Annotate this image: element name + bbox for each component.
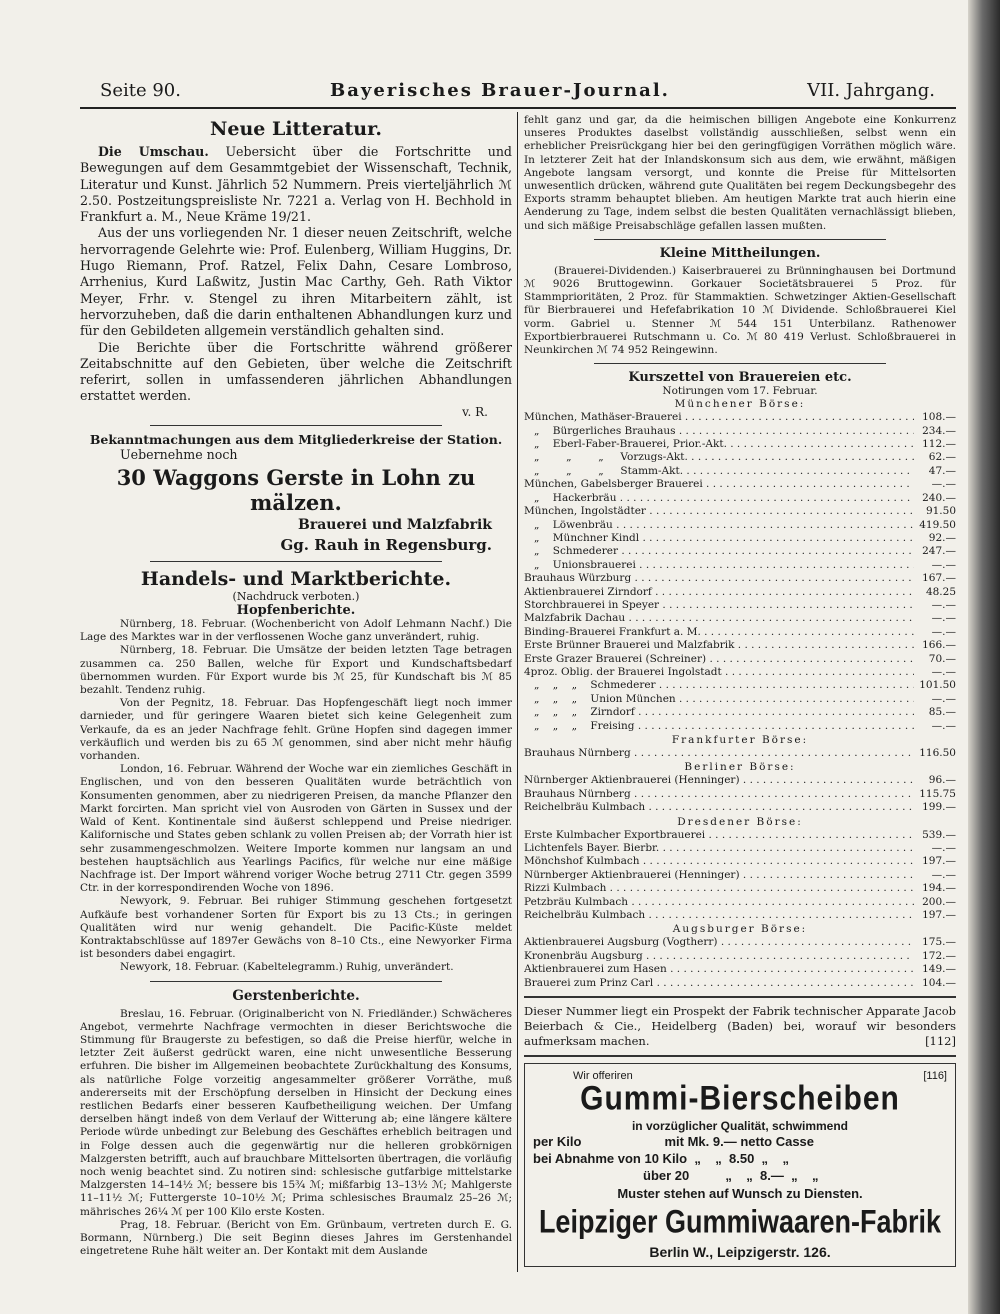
price-row [524,666,956,679]
price-value: 92.— [928,531,956,544]
price-value: —.— [931,868,956,881]
hopfen-report-4: London, 16. Februar. Während der Woche war ein ziemliches Geschäft in Englischen, und von den besseren Qualitäten wurde beträchtlich von Konsumenten genommen, aber zu niedrigeren Preisen, da manche Pflanzer den Markt forcirten. Man spricht viel von Ausroden von Gärten in Sussex und der Wald of Kent. Kontinentale sind äußerst schleppend und Preise niedriger. Kalifornische und States geben schlank zu vollen Preisen ab; der Vorrath hier ist sehr zusammengeschmolzen. Weitere Importe kommen nur langsam an und bestehen hauptsächlich aus Yearlings Pacifics, für welche nur eine mäßige Nachfrage ist. Der Import während voriger Woche betrug 2711 Ctr. gegen 3599 Ctr. in der korrespondirenden Woche von 1896. [80,763,512,895]
price-row [524,626,956,639]
column-divider [517,112,518,1272]
price-value: 101.50 [919,679,956,692]
page-number: Seite 90. [100,80,181,101]
brewery-name: „ Bürgerliches Brauhaus . . . [524,425,914,438]
price-row [524,950,956,963]
divider [150,981,442,982]
price-row [524,478,956,491]
price-row [524,936,956,949]
ad-price-2: bei Abnahme von 10 Kilo „ „ 8.50 „ „ [533,1151,789,1167]
divider [594,239,886,240]
gersten-report-1: Breslau, 16. Februar. (Originalbericht von N. Friedländer.) Schwächeres Angebot, vermehrte Nachfrage vermochten in dieser Berichtswoche die Stimmung für Braugerste zu befestigen, so daß die Preise hierfür, welche in letzter Zeit äußerst gedrückt waren, eine nicht unwesentliche Besserung erfuhren. Die bisher im Allgemeinen beobachtete Zurückhaltung des Konsums, als natürliche Folge vorzeitig angesammelter größerer Vorräthe, muß andererseits mit der Erschöpfung derselben in Hinsicht der Deckung eines restlichen Bedarfs einer besseren Kaufbetheiligung weichen. Der Umfang derselben hängt indeß von dem Verlauf der Witterung ab; eine längere kältere Periode würde unbedingt zur Belebung des Geschäftes erheblich beitragen und in Folge dessen auch die gegenwärtig nur die helleren grobkörnigen Malzgersten betrifft, auch auf brauchbare Mittelsorten übertragen, die vorläufig noch wenig beachtet sind. Zu notiren sind: schlesische gutfarbige mittelstarke Malzgersten 14–14½ ℳ; bessere bis 15¾ ℳ; mißfarbig 13–13½ ℳ; Mahlgerste 11–11½ ℳ; Futtergerste 10–10½ ℳ; Prima schlesisches Braumalz 25–26 ℳ; mährisches 26¼ ℳ per 100 Kilo erste Kosten. [80,1007,512,1218]
ad-firm: Leipziger Gummiwaaren-Fabrik [538,1203,942,1240]
section-title-kurszettel: Kurszettel von Brauereien etc. [628,370,852,386]
brewery-name: 4proz. Oblig. der Brauerei Ingolstadt . . . [524,666,914,679]
price-value: —.— [931,719,956,732]
price-row [524,747,956,760]
dividends-report: (Brauerei-Dividenden.) Kaiserbrauerei zu Brünninghausen bei Dortmund ℳ 9026 Bruttogewinn. Gorkauer Societätsbrauerei 5 Proz. für Stammprioritäten, 2 Proz. für Stammaktien. Schwetzinger Aktien-Gesellschaft für Bierbrauerei und Hefefabrikation 10 ℳ Dividende. Schloßbrauerei Kiel vorm. Gabriel u. Stenner ℳ 544 151 Unterbilanz. Rathenower Exportbierbrauerei Rutschmann u. Co. ℳ 80 419 Verlust. Schloßbrauerei in Neunkirchen ℳ 74 952 Reingewinn. [524,264,956,357]
price-value: 116.50 [919,747,956,759]
price-row [524,909,956,922]
prospekt-number: [112] [925,1034,956,1049]
prospekt-text: Dieser Nummer liegt ein Prospekt der Fabrik technischer Apparate Jacob Beierbach & Cie., Heidelberg (Baden) bei, worauf wir besonders aufmerksam machen. [524,1004,956,1049]
price-value: 108.— [922,411,956,424]
price-row [524,706,956,719]
price-row [524,774,956,787]
brewery-name: Petzbräu Kulmbach . . . [524,896,914,909]
price-value: 175.— [922,936,956,949]
price-value: —.— [931,558,956,571]
brewery-name: Brauhaus Nürnberg . . . [524,747,914,760]
gummi-advertisement [524,1063,956,1267]
article-umschau [80,144,512,225]
brewery-name: Malzfabrik Dachau . . . [524,612,914,625]
brewery-name: „ Hackerbräu . . . [524,492,914,505]
price-value: —.— [931,625,956,638]
brewery-name: Nürnberger Aktienbrauerei (Henninger) . . . [524,774,914,787]
price-row [524,519,956,532]
price-value: 200.— [922,895,956,908]
price-value: 149.— [922,963,956,976]
brewery-name: Aktienbrauerei Augsburg (Vogtherr) . . . [524,936,914,949]
price-value: 91.50 [925,505,956,518]
umschau-lead: Die Umschau. [98,144,209,159]
brewery-name: Reichelbräu Kulmbach . . . [524,909,914,922]
subsection-hopfen: Hopfenberichte. [236,603,356,619]
brewery-name: Erste Brünner Brauerei und Malzfabrik . . . [524,639,914,652]
price-value: —.— [931,842,956,855]
price-value: 197.— [922,855,956,868]
price-value: 419.50 [919,518,956,531]
price-value: 115.75 [919,787,956,800]
section-title-handel: Handels- und Marktberichte. [140,568,452,591]
hopfen-report-1: Nürnberg, 18. Februar. (Wochenbericht von Adolf Lehmann Nachf.) Die Lage des Marktes war in der verflossenen Woche ganz unverändert, ruhig. [80,618,512,644]
brewery-name: Lichtenfels Bayer. Bierbr. . . . [524,842,914,855]
brewery-name: München, Ingolstädter . . . [524,505,914,518]
price-row [524,438,956,451]
divider [150,561,442,562]
price-row [524,842,956,855]
ad-price-1: per Kilo mit Mk. 9.— netto Casse [533,1134,815,1150]
brewery-name: Erste Grazer Brauerei (Schreiner) . . . [524,653,914,666]
brewery-name: Nürnberger Aktienbrauerei (Henninger) . . . [524,869,914,882]
price-value: 166.— [922,639,956,652]
exchange-frankfurt: Frankfurter Börse: [671,734,809,746]
brewery-name: Storchbrauerei in Speyer . . . [524,599,914,612]
gersten-report-2: Prag, 18. Februar. (Bericht von Em. Grünbaum, vertreten durch E. G. Bormann, Nürnberg.) Die seit Beginn dieses Jahres im Gerstenhandel eingetretene Ruhe hält weiter an. Der Kontakt mit dem Auslande [80,1218,512,1258]
hopfen-report-5: Newyork, 9. Februar. Bei ruhiger Stimmung geschehen fortgesetzt Aufkäufe best vorhandener Sorten für Export bis zu 13 Cts.; in geringen Qualitäten wird nur wenig gehandelt. Die Pacific-Küste meldet Kontraktabschlüsse auf 1897er Gewächs von 8–10 Cts., eine Newyorker Firma ist besonders dabei engagirt. [80,895,512,961]
ad-brauerei-line1: Brauerei und Malzfabrik [298,517,492,534]
ad-waggons: 30 Waggons Gerste in Lohn zu mälzen. [116,465,476,516]
price-row [524,963,956,976]
divider [150,425,442,426]
ad-offer: Wir offeriren [573,1070,633,1083]
page-header [100,80,935,104]
price-row [524,801,956,814]
notirungen-date: Notirungen vom 17. Februar. [662,385,818,398]
umschau-p2: Aus der uns vorliegenden Nr. 1 dieser neuen Zeitschrift, welche hervorragende Gelehrte wie: Prof. Eulenberg, William Huggins, Dr. Hugo Riemann, Prof. Ratzel, Felix Dahn, Cesare Lombroso, Arrhenius, Kurd Laßwitz, Justin Mac Carthy, Geh. Rath Viktor Meyer, Frhr. v. Stengel zu ihren Mitarbeitern zählt, ist hervorzuheben, daß die darin enthaltenen Abhandlungen kurz und für den Gebildeten allgemein verständlich gehalten sind. [80,225,512,339]
price-row [524,788,956,801]
nachdruck-note: (Nachdruck verboten.) [232,590,360,604]
ad-price-3: über 20 „ „ 8.— „ „ [643,1168,819,1184]
price-value: 85.— [928,706,956,719]
price-value: —.— [931,665,956,678]
hopfen-report-6: Newyork, 18. Februar. (Kabeltelegramm.) Ruhig, unverändert. [120,961,454,974]
price-row [524,492,956,505]
price-rows-muenchen [524,411,956,733]
price-row [524,829,956,842]
brewery-name: „ Schmederer . . . [524,545,914,558]
price-rows-berlin [524,774,956,814]
brewery-name: Mönchshof Kulmbach . . . [524,855,914,868]
section-title-bekanntmachungen: Bekanntmachungen aus dem Mitgliederkreise der Station. [89,431,503,447]
price-value: —.— [931,692,956,705]
brewery-name: München, Mathäser-Brauerei . . . [524,411,914,424]
price-value: 47.— [928,464,956,477]
hopfen-report-2: Nürnberg, 18. Februar. Die Umsätze der beiden letzten Tage betragen zusammen ca. 250 Ballen, welche für Export und Kundschaftsbedarf übernommen wurden. Für Export wurde bis ℳ 25, für Kundschaft bis ℳ 85 bezahlt. Tendenz ruhig. [80,644,512,697]
divider [524,996,956,998]
price-row [524,855,956,868]
section-title-kleine: Kleine Mittheilungen. [659,245,821,261]
brewery-name: „ „ „ Union München . . . [524,693,914,706]
brewery-name: Brauhaus Würzburg . . . [524,572,914,585]
journal-title: Bayerisches Brauer-Journal. [330,80,670,101]
price-row [524,586,956,599]
exchange-augsburg: Augsburger Börse: [672,923,808,936]
brewery-name: „ „ „ Freising . . . [524,720,914,733]
price-row [524,532,956,545]
price-value: 104.— [922,976,956,989]
page-binding-edge [968,0,1000,1314]
price-row [524,451,956,464]
brewery-name: München, Gabelsberger Brauerei . . . [524,478,914,491]
price-value: 197.— [922,909,956,922]
price-rows-dresden [524,829,956,923]
price-row [524,411,956,424]
divider [524,1055,956,1057]
brewery-name: „ Münchner Kindl . . . [524,532,914,545]
section-title-neue-litteratur: Neue Litteratur. [210,118,382,140]
brewery-name: „ „ „ Vorzugs-Akt. . . . [524,451,914,464]
brewery-name: Brauerei zum Prinz Carl . . . [524,977,914,990]
brewery-name: „ Löwenbräu . . . [524,519,914,532]
price-row [524,465,956,478]
brewery-name: „ „ „ Schmederer . . . [524,679,914,692]
price-row [524,425,956,438]
brewery-name: „ Unionsbrauerei . . . [524,559,914,572]
gersten-report-continued: fehlt ganz und gar, da die heimischen billigen Angebote eine Konkurrenz unseres Produktes daselbst vollständig ausschließen, selbst wenn ein erheblicher Preisrückgang hier bei den geringfügigen Vorräthen möglich wäre. In letzterer Zeit hat der Inlandskonsum sich aus dem, wie erwähnt, mäßigen Angebote langsam versorgt, und konnte die Preise für Mittelsorten unwesentlich drücken, während gute Qualitäten bei regem Deckungsbegehr des Exports stramm behauptet blieben. Am heutigen Markte trat auch hierin eine Aenderung zu Tage, indem selbst die besten Qualitäten vernachlässigt blieben, und sich mäßige Preisabschläge gefallen lassen mußten. [524,114,956,232]
brewery-name: „ „ „ Stamm-Akt. . . . [524,465,914,478]
umschau-p3: Die Berichte über die Fortschritte während größerer Zeitabschnitte auf den Gebieten, über welche die Zeitschrift referirt, sollen in umfassenderen jährlichen Abhandlungen erstattet werden. [80,339,512,404]
exchange-dresden: Dresdener Börse: [677,815,803,828]
price-value: —.— [931,598,956,611]
price-value: 199.— [922,801,956,814]
brewery-name: Aktienbrauerei zum Hasen . . . [524,963,914,976]
ad-brauerei-line2: Gg. Rauh in Regensburg. [280,536,492,555]
price-value: 70.— [928,652,956,665]
brewery-name: Aktienbrauerei Zirndorf . . . [524,586,914,599]
price-row [524,653,956,666]
price-value: —.— [931,612,956,625]
price-rows-augsburg [524,936,956,990]
price-row [524,572,956,585]
price-value: 112.— [922,438,956,451]
price-row [524,882,956,895]
price-rows-frankfurt [524,747,956,760]
price-row [524,977,956,990]
brewery-name: „ „ „ Zirndorf . . . [524,706,914,719]
brewery-name: Binding-Brauerei Frankfurt a. M. . . . [524,626,914,639]
price-value: 240.— [922,491,956,504]
brewery-name: Reichelbräu Kulmbach . . . [524,801,914,814]
umschau-signature: v. R. [462,404,488,419]
brewery-name: Brauhaus Nürnberg . . . [524,788,914,801]
subsection-gersten: Gerstenberichte. [232,987,360,1004]
ad-title: Gummi-Bierscheiben [580,1079,900,1118]
price-row [524,612,956,625]
ad-muster: Muster stehen auf Wunsch zu Diensten. [617,1186,863,1202]
right-column [524,114,956,1267]
brewery-name: Rizzi Kulmbach . . . [524,882,914,895]
ad-number: [116] [923,1070,947,1083]
exchange-berlin: Berliner Börse: [684,761,796,774]
exchange-muenchen: Münchener Börse: [674,398,806,411]
brewery-name: „ Eberl-Faber-Brauerei, Prior.-Akt. . . . [524,438,914,451]
ad-address: Berlin W., Leipzigerstr. 126. [649,1244,831,1261]
price-value: 194.— [922,882,956,895]
brewery-name: Erste Kulmbacher Exportbrauerei . . . [524,829,914,842]
price-row [524,599,956,612]
price-row [524,693,956,706]
price-value: 62.— [928,451,956,464]
price-value: 234.— [922,424,956,437]
price-row [524,639,956,652]
price-row [524,869,956,882]
price-list [524,397,956,990]
price-row [524,896,956,909]
divider [594,363,886,364]
brewery-name: Kronenbräu Augsburg . . . [524,950,914,963]
ad-quality: in vorzüglicher Qualität, schwimmend [631,1119,849,1134]
price-row [524,720,956,733]
left-column [80,114,512,1258]
hopfen-report-3: Von der Pegnitz, 18. Februar. Das Hopfengeschäft liegt noch immer darnieder, und für geringere Waaren bietet sich keine Gelegenheit zum Verkaufe, da es an jeder Nachfrage fehlt. Grüne Hopfen sind dagegen immer verkäuflich und werden bis zu 65 ℳ genommen, sind aber nicht mehr häufig vorhanden. [80,697,512,763]
price-value: 48.25 [925,585,956,598]
price-value: 96.— [928,774,956,787]
ad-ueber: Uebernehme noch [120,446,238,462]
price-value: 247.— [922,545,956,558]
price-row [524,505,956,518]
prospekt-notice [524,1004,956,1049]
price-row [524,545,956,558]
price-row [524,679,956,692]
price-value: 172.— [922,949,956,962]
price-value: —.— [931,478,956,491]
umschau-p1: Uebersicht über die Fortschritte und Bewegungen auf dem Gesammtgebiet der Wissenschaft, Technik, Literatur und Kunst. Jährlich 52 Nummern. Preis vierteljährlich ℳ 2.50. Postzeitungspreisliste Nr. 7221 a. Verlag von H. Bechhold in Frankfurt a. M., Neue Kräme 19/21. [80,144,512,225]
price-row [524,559,956,572]
header-rule [80,107,956,109]
price-value: 539.— [922,828,956,841]
price-value: 167.— [922,572,956,585]
volume-label: VII. Jahrgang. [807,80,935,101]
